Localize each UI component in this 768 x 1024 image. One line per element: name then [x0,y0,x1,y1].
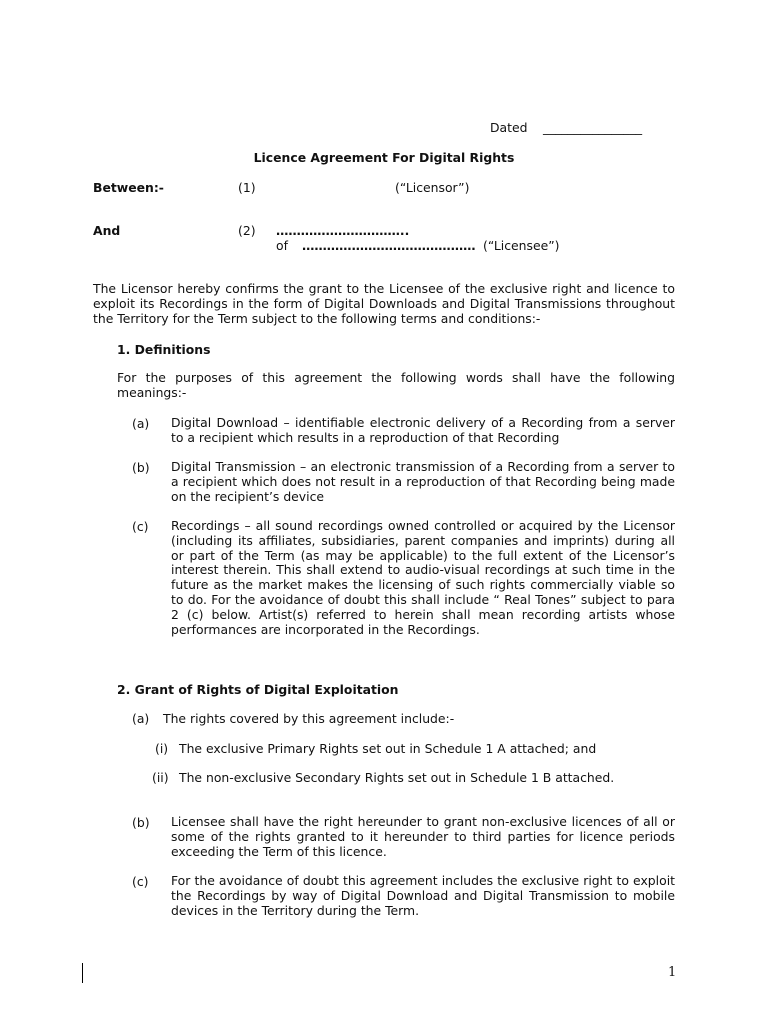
def-c-text: Recordings – all sound recordings owned controlled or acquired by the Licensor (including its affiliates, subsidiaries, parent companies and imprints) during all or part of the Term (as may be applicable) to the full extent of the Licensor’s interest therein. This shall extend to audio-visual recordings at such time in the future as the market makes the licensing of such rights commercially viable so to do. For the avoidance of doubt this shall include “ Real Tones” subject to para 2 (c) below. Artist(s) referred to herein shall mean recording artists whose performances are incorporated in the Recordings. [171,518,675,637]
dated-label: Dated [490,120,528,135]
and-label: And [93,223,121,238]
section1-lead: For the purposes of this agreement the following words shall have the following meanings:- [117,370,675,400]
grant-a-label: (a) [132,711,150,726]
page-number: 1 [668,965,677,980]
def-b-text: Digital Transmission – an electronic transmission of a Recording from a server to a recipient which does not result in a reproduction of that Recording being made on the recipient’s device [171,459,675,504]
party2-of: of [276,238,288,253]
def-b-label: (b) [132,460,150,475]
grant-sub-i-label: (i) [155,741,169,756]
def-c-label: (c) [132,519,149,534]
intro-paragraph: The Licensor hereby confirms the grant to the Licensee of the exclusive right and licence to exploit its Recordings in the form of Digital Downloads and Digital Transmissions throughout the Territory for the Term subject to the following terms and conditions:- [93,281,675,326]
section1-heading: 1. Definitions [117,342,211,357]
def-a-text: Digital Download – identifiable electronic delivery of a Recording from a server to a recipient which results in a reproduction of that Recording [171,415,675,445]
between-label: Between:- [93,180,164,195]
document-title: Licence Agreement For Digital Rights [253,150,515,165]
grant-sub-ii-label: (ii) [152,770,169,785]
party1-number: (1) [238,180,256,195]
grant-b-text: Licensee shall have the right hereunder to grant non-exclusive licences of all or some of the rights granted to it hereunder to third parties for licence periods exceeding the Term of this licence. [171,814,675,859]
section2-heading: 2. Grant of Rights of Digital Exploitation [117,682,399,697]
grant-c-label: (c) [132,874,149,889]
grant-sub-ii-text: The non-exclusive Secondary Rights set out in Schedule 1 B attached. [179,770,615,785]
party2-role: (“Licensee”) [483,238,560,253]
grant-c-text: For the avoidance of doubt this agreement includes the exclusive right to exploit the Recordings by way of Digital Download and Digital Transmission to mobile devices in the Territory during the Term. [171,873,675,918]
grant-b-label: (b) [132,815,150,830]
grant-sub-i-text: The exclusive Primary Rights set out in Schedule 1 A attached; and [179,741,597,756]
party2-address-blank: …………………………………… [302,238,476,253]
grant-a-text: The rights covered by this agreement include:- [163,711,455,726]
party2-name-blank: ………………………….. [276,223,410,238]
party2-number: (2) [238,223,256,238]
dated-blank: ________________ [543,120,643,135]
text-cursor [82,963,83,983]
def-a-label: (a) [132,416,150,431]
party1-role: (“Licensor”) [395,180,470,195]
